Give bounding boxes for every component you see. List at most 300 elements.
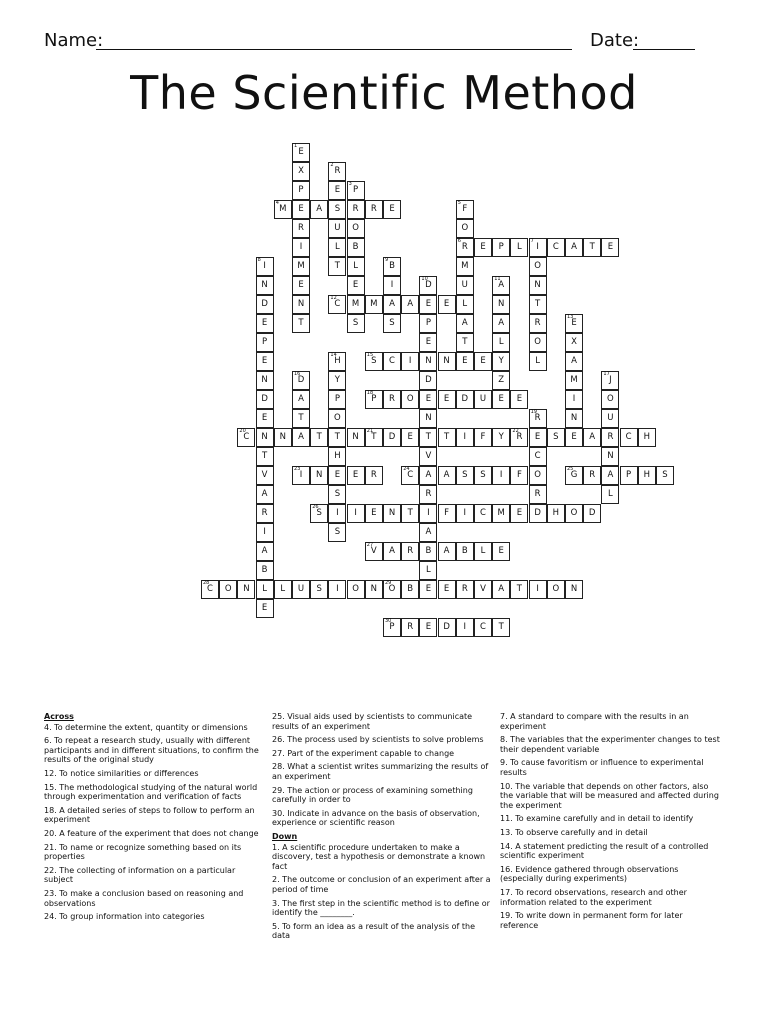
crossword-cell[interactable] bbox=[492, 466, 510, 485]
cell-letter: A bbox=[261, 489, 268, 499]
crossword-cell[interactable] bbox=[474, 504, 492, 523]
crossword-cell[interactable] bbox=[529, 295, 547, 314]
crossword-cell[interactable] bbox=[419, 428, 437, 447]
crossword-cell[interactable] bbox=[419, 504, 437, 523]
crossword-cell[interactable] bbox=[419, 276, 437, 295]
crossword-cell[interactable] bbox=[328, 238, 346, 257]
crossword-cell[interactable] bbox=[601, 409, 619, 428]
crossword-cell[interactable] bbox=[456, 352, 474, 371]
crossword-cell[interactable] bbox=[529, 466, 547, 485]
crossword-cell[interactable] bbox=[256, 466, 274, 485]
cell-letter: Y bbox=[498, 356, 504, 366]
crossword-cell[interactable] bbox=[419, 485, 437, 504]
crossword-cell[interactable] bbox=[347, 314, 365, 333]
cell-letter: R bbox=[425, 489, 432, 499]
crossword-cell[interactable] bbox=[438, 390, 456, 409]
cell-letter: P bbox=[498, 242, 504, 252]
crossword-cell[interactable] bbox=[401, 504, 419, 523]
cell-letter: P bbox=[389, 622, 395, 632]
cell-letter: C bbox=[480, 622, 486, 632]
crossword-cell[interactable] bbox=[547, 428, 565, 447]
crossword-cell[interactable] bbox=[292, 390, 310, 409]
crossword-cell[interactable] bbox=[456, 295, 474, 314]
crossword-cell[interactable] bbox=[510, 580, 528, 599]
crossword-cell[interactable] bbox=[492, 333, 510, 352]
crossword-cell[interactable] bbox=[365, 504, 383, 523]
crossword-cell[interactable] bbox=[292, 219, 310, 238]
crossword-cell[interactable] bbox=[383, 200, 401, 219]
crossword-cell[interactable] bbox=[328, 485, 346, 504]
crossword-cell[interactable] bbox=[565, 238, 583, 257]
crossword-cell[interactable] bbox=[474, 580, 492, 599]
crossword-cell[interactable] bbox=[365, 390, 383, 409]
crossword-cell[interactable] bbox=[419, 352, 437, 371]
crossword-cell[interactable] bbox=[474, 618, 492, 637]
crossword-cell[interactable] bbox=[492, 238, 510, 257]
crossword-cell[interactable] bbox=[438, 580, 456, 599]
crossword-cell[interactable] bbox=[529, 504, 547, 523]
cell-letter: E bbox=[443, 299, 450, 309]
crossword-cell[interactable] bbox=[383, 428, 401, 447]
crossword-cell[interactable] bbox=[438, 428, 456, 447]
crossword-cell[interactable] bbox=[401, 295, 419, 314]
clue-item: 4. To determine the extent, quantity or dimensions bbox=[44, 722, 248, 732]
crossword-cell[interactable] bbox=[529, 447, 547, 466]
crossword-cell[interactable] bbox=[256, 314, 274, 333]
date-label: Date: bbox=[590, 30, 640, 51]
crossword-cell[interactable] bbox=[438, 504, 456, 523]
cell-letter: M bbox=[370, 299, 378, 309]
crossword-cell[interactable] bbox=[401, 580, 419, 599]
crossword-cell[interactable] bbox=[601, 371, 619, 390]
clue-number: 6 bbox=[457, 238, 461, 244]
cell-letter: N bbox=[388, 508, 396, 518]
crossword-cell[interactable] bbox=[510, 428, 528, 447]
crossword-cell[interactable] bbox=[492, 295, 510, 314]
crossword-cell[interactable] bbox=[310, 504, 328, 523]
crossword-cell[interactable] bbox=[256, 409, 274, 428]
crossword-cell[interactable] bbox=[419, 314, 437, 333]
crossword-cell[interactable] bbox=[419, 466, 437, 485]
crossword-cell[interactable] bbox=[328, 447, 346, 466]
crossword-cell[interactable] bbox=[328, 371, 346, 390]
cell-letter: A bbox=[425, 470, 432, 480]
cell-letter: S bbox=[334, 204, 341, 214]
crossword-cell[interactable] bbox=[474, 238, 492, 257]
cell-letter: R bbox=[516, 432, 523, 442]
crossword-cell[interactable] bbox=[438, 295, 456, 314]
crossword-cell[interactable] bbox=[328, 162, 346, 181]
cell-letter: R bbox=[534, 318, 541, 328]
crossword-cell[interactable] bbox=[565, 466, 583, 485]
crossword-cell[interactable] bbox=[365, 428, 383, 447]
cell-letter: O bbox=[552, 584, 560, 594]
crossword-cell[interactable] bbox=[256, 599, 274, 618]
cell-letter: E bbox=[261, 413, 268, 423]
crossword-cell[interactable] bbox=[256, 523, 274, 542]
crossword-cell[interactable] bbox=[256, 371, 274, 390]
cell-letter: N bbox=[243, 584, 250, 594]
cell-letter: O bbox=[352, 223, 359, 233]
crossword-cell[interactable] bbox=[347, 181, 365, 200]
cell-letter: O bbox=[224, 584, 232, 594]
crossword-cell[interactable] bbox=[438, 352, 456, 371]
clue-number: 28 bbox=[203, 580, 210, 586]
crossword-cell[interactable] bbox=[419, 333, 437, 352]
crossword-cell[interactable] bbox=[256, 390, 274, 409]
crossword-cell[interactable] bbox=[365, 200, 383, 219]
crossword-cell[interactable] bbox=[347, 428, 365, 447]
cell-letter: C bbox=[334, 299, 341, 309]
crossword-cell[interactable] bbox=[601, 447, 619, 466]
crossword-cell[interactable] bbox=[401, 428, 419, 447]
cell-letter: N bbox=[352, 432, 359, 442]
clue-number: 20 bbox=[239, 428, 246, 434]
cell-letter: V bbox=[425, 451, 432, 461]
crossword-cell[interactable] bbox=[456, 428, 474, 447]
crossword-cell[interactable] bbox=[292, 580, 310, 599]
crossword-cell[interactable] bbox=[638, 428, 656, 447]
crossword-cell[interactable] bbox=[256, 447, 274, 466]
crossword-cell[interactable] bbox=[492, 504, 510, 523]
cell-letter: I bbox=[336, 508, 339, 518]
crossword-cell[interactable] bbox=[256, 580, 274, 599]
crossword-cell[interactable] bbox=[328, 295, 346, 314]
crossword-cell[interactable] bbox=[347, 219, 365, 238]
clue-item: 13. To observe carefully and in detail bbox=[500, 827, 648, 837]
cell-letter: I bbox=[463, 508, 467, 518]
crossword-cell[interactable] bbox=[274, 428, 292, 447]
cell-letter: A bbox=[571, 242, 577, 252]
crossword-cell[interactable] bbox=[383, 314, 401, 333]
crossword-cell[interactable] bbox=[347, 504, 365, 523]
crossword-cell[interactable] bbox=[438, 542, 456, 561]
crossword-cell[interactable] bbox=[565, 504, 583, 523]
crossword-cell[interactable] bbox=[256, 504, 274, 523]
crossword-cell[interactable] bbox=[565, 352, 583, 371]
crossword-cell[interactable] bbox=[328, 466, 346, 485]
crossword-cell[interactable] bbox=[601, 485, 619, 504]
crossword-cell[interactable] bbox=[292, 276, 310, 295]
crossword-cell[interactable] bbox=[292, 257, 310, 276]
crossword-cell[interactable] bbox=[328, 428, 346, 447]
crossword-cell[interactable] bbox=[383, 504, 401, 523]
cell-letter: A bbox=[425, 527, 432, 537]
crossword-cell[interactable] bbox=[256, 333, 274, 352]
crossword-cell[interactable] bbox=[383, 390, 401, 409]
crossword-cell[interactable] bbox=[256, 542, 274, 561]
crossword-cell[interactable] bbox=[492, 428, 510, 447]
cell-letter: E bbox=[443, 394, 450, 404]
cell-letter: D bbox=[261, 394, 268, 404]
cell-letter: M bbox=[297, 261, 305, 271]
crossword-cell[interactable] bbox=[401, 466, 419, 485]
clue-item: 24. To group information into categories bbox=[44, 912, 205, 922]
cell-letter: L bbox=[608, 489, 613, 499]
cell-letter: N bbox=[498, 299, 505, 309]
crossword-cell[interactable] bbox=[547, 504, 565, 523]
crossword-cell[interactable] bbox=[256, 352, 274, 371]
crossword-cell[interactable] bbox=[456, 542, 474, 561]
crossword-cell[interactable] bbox=[328, 580, 346, 599]
crossword-cell[interactable] bbox=[583, 466, 601, 485]
crossword-cell[interactable] bbox=[474, 428, 492, 447]
crossword-cell[interactable] bbox=[492, 542, 510, 561]
clue-item: 18. A detailed series of steps to follow to perform an experiment bbox=[44, 805, 255, 825]
crossword-cell[interactable] bbox=[328, 523, 346, 542]
crossword-cell[interactable] bbox=[237, 428, 255, 447]
crossword-cell[interactable] bbox=[365, 580, 383, 599]
cell-letter: R bbox=[298, 223, 304, 233]
crossword-cell[interactable] bbox=[529, 314, 547, 333]
crossword-cell[interactable] bbox=[547, 238, 565, 257]
crossword-cell[interactable] bbox=[292, 428, 310, 447]
crossword-cell[interactable] bbox=[292, 409, 310, 428]
clue-item: 3. The first step in the scientific method is to define or identify the ________. bbox=[272, 898, 490, 918]
crossword-cell[interactable] bbox=[456, 200, 474, 219]
crossword-cell[interactable] bbox=[328, 352, 346, 371]
crossword-cell[interactable] bbox=[474, 542, 492, 561]
crossword-cell[interactable] bbox=[347, 238, 365, 257]
cell-letter: E bbox=[407, 432, 413, 442]
crossword-cell[interactable] bbox=[565, 371, 583, 390]
crossword-cell[interactable] bbox=[419, 561, 437, 580]
clues-column-3 bbox=[500, 712, 720, 934]
crossword-cell[interactable] bbox=[419, 409, 437, 428]
crossword-cell[interactable] bbox=[456, 238, 474, 257]
crossword-cell[interactable] bbox=[347, 200, 365, 219]
cell-letter: E bbox=[571, 318, 577, 328]
cell-letter: O bbox=[406, 394, 414, 404]
crossword-cell[interactable] bbox=[383, 542, 401, 561]
clue-number: 19 bbox=[530, 409, 537, 415]
cell-letter: N bbox=[297, 299, 305, 309]
across-heading: Across bbox=[44, 712, 74, 721]
cell-letter: N bbox=[316, 470, 323, 480]
cell-letter: P bbox=[626, 470, 632, 480]
crossword-cell[interactable] bbox=[529, 580, 547, 599]
crossword-cell[interactable] bbox=[583, 428, 601, 447]
cell-letter: F bbox=[516, 470, 522, 480]
crossword-cell[interactable] bbox=[601, 428, 619, 447]
crossword-cell[interactable] bbox=[401, 542, 419, 561]
crossword-cell[interactable] bbox=[492, 371, 510, 390]
crossword-cell[interactable] bbox=[510, 390, 528, 409]
crossword-cell[interactable] bbox=[601, 238, 619, 257]
crossword-cell[interactable] bbox=[401, 390, 419, 409]
cell-letter: P bbox=[298, 185, 304, 195]
crossword-cell[interactable] bbox=[292, 314, 310, 333]
crossword-cell[interactable] bbox=[565, 428, 583, 447]
crossword-cell[interactable] bbox=[656, 466, 674, 485]
crossword-cell[interactable] bbox=[328, 390, 346, 409]
crossword-cell[interactable] bbox=[492, 314, 510, 333]
clue-item: 14. A statement predicting the result of a controlled scientific experiment bbox=[500, 841, 709, 861]
crossword-cell[interactable] bbox=[310, 200, 328, 219]
clue-item: 20. A feature of the experiment that does not change bbox=[44, 828, 259, 838]
crossword-cell[interactable] bbox=[310, 428, 328, 447]
crossword-cell[interactable] bbox=[256, 257, 274, 276]
crossword-cell[interactable] bbox=[401, 352, 419, 371]
crossword-cell[interactable] bbox=[456, 333, 474, 352]
crossword-cell[interactable] bbox=[565, 409, 583, 428]
crossword-cell[interactable] bbox=[529, 257, 547, 276]
crossword-cell[interactable] bbox=[256, 295, 274, 314]
crossword-cell[interactable] bbox=[547, 580, 565, 599]
crossword-cell[interactable] bbox=[583, 238, 601, 257]
crossword-cell[interactable] bbox=[529, 352, 547, 371]
crossword-cell[interactable] bbox=[347, 276, 365, 295]
crossword-cell[interactable] bbox=[256, 485, 274, 504]
crossword-cell[interactable] bbox=[583, 504, 601, 523]
cell-letter: E bbox=[462, 356, 468, 366]
crossword-cell[interactable] bbox=[565, 390, 583, 409]
crossword-cell[interactable] bbox=[529, 428, 547, 447]
crossword-cell[interactable] bbox=[201, 580, 219, 599]
cell-letter: E bbox=[498, 394, 504, 404]
crossword-cell[interactable] bbox=[347, 295, 365, 314]
crossword-cell[interactable] bbox=[219, 580, 237, 599]
crossword-cell[interactable] bbox=[292, 295, 310, 314]
crossword-cell[interactable] bbox=[620, 466, 638, 485]
clue-item: 27. Part of the experiment capable to change bbox=[272, 748, 455, 758]
cell-letter: E bbox=[425, 622, 432, 632]
clue-item: 9. To cause favoritism or influence to experimental results bbox=[500, 758, 704, 777]
clue-number: 10 bbox=[421, 276, 428, 282]
crossword-cell[interactable] bbox=[292, 371, 310, 390]
crossword-cell[interactable] bbox=[620, 428, 638, 447]
crossword-cell[interactable] bbox=[419, 295, 437, 314]
crossword-cell[interactable] bbox=[419, 390, 437, 409]
crossword-cell[interactable] bbox=[310, 580, 328, 599]
crossword-cell[interactable] bbox=[510, 504, 528, 523]
crossword-cell[interactable] bbox=[456, 504, 474, 523]
crossword-cell[interactable] bbox=[529, 276, 547, 295]
cell-letter: I bbox=[408, 356, 412, 366]
crossword-cell[interactable] bbox=[383, 580, 401, 599]
crossword-cell[interactable] bbox=[601, 466, 619, 485]
crossword-cell[interactable] bbox=[419, 542, 437, 561]
crossword-cell[interactable] bbox=[328, 409, 346, 428]
crossword-cell[interactable] bbox=[347, 466, 365, 485]
crossword-cell[interactable] bbox=[492, 618, 510, 637]
crossword-cell[interactable] bbox=[565, 314, 583, 333]
crossword-cell[interactable] bbox=[292, 238, 310, 257]
crossword-cell[interactable] bbox=[328, 219, 346, 238]
cell-letter: M bbox=[279, 204, 287, 214]
crossword-cell[interactable] bbox=[274, 580, 292, 599]
clue-item: 10. The variable that depends on other factors, also the variable that will be measured and affected during the experiment bbox=[500, 781, 719, 810]
crossword-cell[interactable] bbox=[492, 390, 510, 409]
cell-letter: O bbox=[352, 584, 359, 594]
crossword-cell[interactable] bbox=[365, 352, 383, 371]
crossword-cell[interactable] bbox=[274, 200, 292, 219]
crossword-cell[interactable] bbox=[565, 580, 583, 599]
crossword-cell[interactable] bbox=[292, 181, 310, 200]
cell-letter: E bbox=[480, 242, 486, 252]
crossword-cell[interactable] bbox=[474, 466, 492, 485]
crossword-cell[interactable] bbox=[529, 485, 547, 504]
crossword-cell[interactable] bbox=[328, 257, 346, 276]
crossword-cell[interactable] bbox=[419, 447, 437, 466]
crossword-cell[interactable] bbox=[256, 561, 274, 580]
crossword-cell[interactable] bbox=[438, 466, 456, 485]
crossword-cell[interactable] bbox=[292, 162, 310, 181]
cell-letter: C bbox=[407, 470, 414, 480]
crossword-cell[interactable] bbox=[456, 466, 474, 485]
crossword-cell[interactable] bbox=[328, 504, 346, 523]
clue-item: 15. The methodological studying of the natural world through experimentation and verification of facts bbox=[44, 782, 258, 802]
crossword-cell[interactable] bbox=[419, 618, 437, 637]
crossword-cell[interactable] bbox=[601, 390, 619, 409]
crossword-cell[interactable] bbox=[383, 276, 401, 295]
crossword-cell[interactable] bbox=[492, 352, 510, 371]
crossword-cell[interactable] bbox=[292, 466, 310, 485]
crossword-cell[interactable] bbox=[456, 257, 474, 276]
crossword-cell[interactable] bbox=[474, 390, 492, 409]
cell-letter: A bbox=[298, 432, 304, 442]
crossword-cell[interactable] bbox=[383, 352, 401, 371]
crossword-cell[interactable] bbox=[492, 276, 510, 295]
cell-letter: E bbox=[425, 337, 432, 347]
crossword-cell[interactable] bbox=[256, 276, 274, 295]
crossword-cell[interactable] bbox=[365, 542, 383, 561]
crossword-cell[interactable] bbox=[383, 295, 401, 314]
crossword-cell[interactable] bbox=[492, 580, 510, 599]
crossword-cell[interactable] bbox=[474, 352, 492, 371]
crossword-cell[interactable] bbox=[419, 371, 437, 390]
crossword-cell[interactable] bbox=[383, 257, 401, 276]
crossword-cell[interactable] bbox=[419, 523, 437, 542]
crossword-cell[interactable] bbox=[328, 181, 346, 200]
cell-letter: C bbox=[552, 242, 559, 252]
crossword-cell[interactable] bbox=[456, 580, 474, 599]
crossword-cell[interactable] bbox=[529, 238, 547, 257]
crossword-cell[interactable] bbox=[419, 580, 437, 599]
crossword-cell[interactable] bbox=[256, 428, 274, 447]
cell-letter: A bbox=[316, 204, 323, 214]
cell-letter: C bbox=[625, 432, 632, 442]
crossword-cell[interactable] bbox=[292, 200, 310, 219]
crossword-cell[interactable] bbox=[383, 618, 401, 637]
crossword-cell[interactable] bbox=[292, 143, 310, 162]
crossword-cell[interactable] bbox=[638, 466, 656, 485]
crossword-cell[interactable] bbox=[456, 390, 474, 409]
crossword-cell[interactable] bbox=[529, 409, 547, 428]
crossword-cell[interactable] bbox=[438, 618, 456, 637]
cell-letter: L bbox=[535, 356, 540, 366]
crossword-cell[interactable] bbox=[401, 618, 419, 637]
crossword-cell[interactable] bbox=[237, 580, 255, 599]
crossword-cell[interactable] bbox=[347, 257, 365, 276]
crossword-cell[interactable] bbox=[347, 580, 365, 599]
crossword-cell[interactable] bbox=[365, 295, 383, 314]
crossword-cell[interactable] bbox=[328, 200, 346, 219]
crossword-cell[interactable] bbox=[529, 333, 547, 352]
crossword-cell[interactable] bbox=[456, 618, 474, 637]
crossword-cell[interactable] bbox=[565, 333, 583, 352]
crossword-cell[interactable] bbox=[456, 276, 474, 295]
crossword-cell[interactable] bbox=[510, 466, 528, 485]
cell-letter: C bbox=[243, 432, 250, 442]
cell-letter: N bbox=[279, 432, 286, 442]
crossword-cell[interactable] bbox=[510, 238, 528, 257]
cell-letter: M bbox=[461, 261, 469, 271]
crossword-cell[interactable] bbox=[456, 314, 474, 333]
crossword-cell[interactable] bbox=[365, 466, 383, 485]
crossword-cell[interactable] bbox=[310, 466, 328, 485]
clue-number: 17 bbox=[603, 371, 610, 377]
